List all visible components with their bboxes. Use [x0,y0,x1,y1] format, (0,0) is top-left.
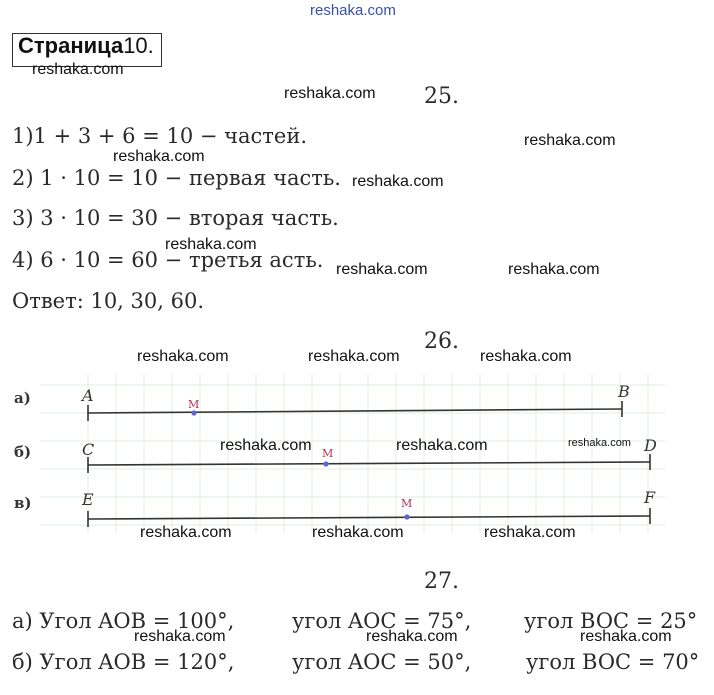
task-25-answer: Ответ: 10, 30, 60. [12,289,204,313]
row-b-label: б) [14,443,32,461]
watermark: reshaka.com [524,132,616,149]
point-b-label: B [618,382,630,401]
watermark: reshaka.com [165,236,257,253]
page-header-number: 10. [123,33,154,58]
watermark: reshaka.com [484,524,576,541]
task-25-line-2: 2) 1 · 10 = 10 − первая часть. [12,166,341,190]
watermark: reshaka.com [336,261,428,278]
watermark: reshaka.com [396,437,488,454]
point-d-label: D [644,436,657,455]
task-27-number: 27. [424,569,459,594]
watermark: reshaka.com [134,628,226,645]
graph-paper-grid [40,373,665,533]
page-header-word: Страница [18,33,124,58]
page-header [18,33,154,59]
task-25-line-1: 1)1 + 3 + 6 = 10 − частей. [12,124,308,148]
point-f-label: F [644,488,656,507]
task-25-line-4: 4) 6 · 10 = 60 − третья асть. [12,248,324,272]
segments-figure [0,373,714,533]
watermark: reshaka.com [480,348,572,365]
midpoint-b-label: M [322,447,334,460]
task-27-b-angle-aoc: угол AOC = 50°, [292,650,472,674]
watermark: reshaka.com [308,348,400,365]
watermark: reshaka.com [32,61,124,78]
task-27-b-angle-boc: угол BOC = 70° [526,650,700,674]
task-27-a-angle-aob: а) Угол AOB = 100°, [12,609,235,633]
midpoint-c-dot [404,514,409,519]
watermark: reshaka.com [137,348,229,365]
watermark: reshaka.com [220,437,312,454]
task-25-number: 25. [424,84,459,109]
watermark: reshaka.com [140,524,232,541]
watermark: reshaka.com [312,524,404,541]
top-watermark: reshaka.com [310,2,396,19]
task-27-b-angle-aob: б) Угол AOB = 120°, [12,650,235,674]
segment-ab [88,409,622,413]
task-27-a-angle-aoc: угол AOC = 75°, [292,609,472,633]
small-watermark: reshaka.com [568,437,631,449]
row-a-label: а) [14,389,31,407]
midpoint-a-dot [191,410,196,415]
watermark: reshaka.com [366,628,458,645]
midpoint-a-label: M [188,398,200,411]
point-a-label: A [82,386,94,405]
midpoint-b-dot [323,461,328,466]
task-27-a-angle-boc: угол BOC = 25° [524,609,698,633]
point-e-label: E [82,490,94,509]
watermark: reshaka.com [284,85,376,102]
watermark: reshaka.com [580,628,672,645]
midpoint-c-label: M [401,497,413,510]
point-c-label: C [82,440,95,459]
watermark: reshaka.com [508,261,600,278]
task-26-number: 26. [424,329,459,354]
watermark: reshaka.com [352,173,444,190]
task-25-line-3: 3) 3 · 10 = 30 − вторая часть. [12,206,339,230]
watermark: reshaka.com [113,148,205,165]
row-c-label: в) [14,494,32,512]
